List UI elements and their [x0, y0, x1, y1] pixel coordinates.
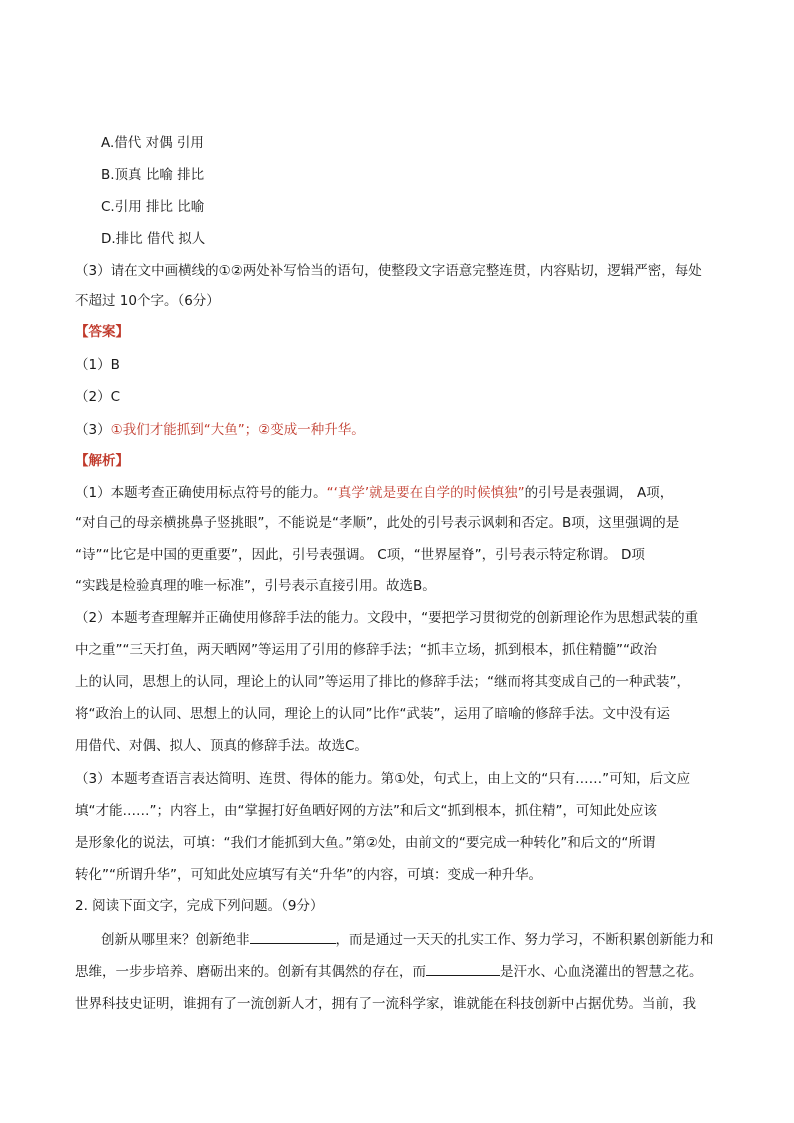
blank-2 [426, 963, 500, 976]
analysis-1-line-1 [75, 484, 673, 502]
answer-3-text: ①我们才能抓到“大鱼”；②变成一种升华。 [110, 422, 365, 438]
analysis-3-line-1: （3）本题考查语言表达简明、连贯、得体的能力。第①处，句式上，由上文的“只有……”可知，后文应 [75, 771, 691, 787]
analysis-2-line-3: 上的认同，思想上的认同，理论上的认同”等运用了排比的修辞手法；“继而将其变成自己的一种武装”， [75, 674, 690, 690]
answer-3-prefix: （3） [75, 422, 111, 438]
blank-1 [250, 931, 336, 944]
answer-2: （2）C [75, 389, 121, 405]
question-2-text-2a: 思维，一步步培养、磨砺出来的。创新有其偶然的存在，而 [75, 964, 426, 980]
answer-1: （1）B [75, 357, 120, 373]
analysis-heading: 【解析】 [75, 453, 129, 469]
analysis-1-text-b: 的引号是表强调， A项， [524, 485, 674, 501]
option-c: C.引用 排比 比喻 [101, 199, 205, 215]
option-d: D.排比 借代 拟人 [101, 231, 206, 247]
answer-3 [75, 421, 365, 439]
question-3-line-1: （3）请在文中画横线的①②两处补写恰当的语句，使整段文字语意完整连贯，内容贴切，逻辑严密，每处 [75, 263, 702, 279]
question-2-line-1 [101, 931, 714, 949]
analysis-2-line-5: 用借代、对偶、拟人、顶真的修辞手法。故选C。 [75, 738, 368, 754]
question-2-text-1b: ，而是通过一天天的扎实工作、努力学习，不断积累创新能力和 [335, 932, 714, 948]
analysis-3-line-3: 是形象化的说法，可填：“我们才能抓到大鱼。”第②处，由前文的“要完成一种转化”和后文的“所谓 [75, 835, 656, 851]
analysis-1-line-3: “诗”“比它是中国的更重要”，因此，引号表强调。 C项，“世界屋脊”，引号表示特定称谓。 D项 [75, 547, 645, 563]
analysis-1-line-4: “实践是检验真理的唯一标准”，引号表示直接引用。故选B。 [75, 578, 436, 594]
analysis-2-line-4: 将“政治上的认同、思想上的认同，理论上的认同”比作“武装”，运用了暗喻的修辞手法。文中没有运 [75, 706, 670, 722]
question-2-line-2 [75, 963, 703, 981]
option-a: A.借代 对偶 引用 [101, 135, 204, 151]
analysis-1-text-a: （1）本题考查正确使用标点符号的能力。 [75, 485, 327, 501]
analysis-1-quote: “‘真学’就是要在自学的时候慎独” [326, 485, 525, 501]
analysis-3-line-4: 转化”“所谓升华”，可知此处应填写有关“升华”的内容，可填：变成一种升华。 [75, 867, 542, 883]
analysis-2-line-2: 中之重”“三天打鱼，两天晒网”等运用了引用的修辞手法；“抓丰立场，抓到根本，抓住精髓”“政治 [75, 642, 657, 658]
question-2-line-3: 世界科技史证明，谁拥有了一流创新人才，拥有了一流科学家，谁就能在科技创新中占据优势。当前，我 [75, 996, 696, 1012]
question-2-title: 2. 阅读下面文字，完成下列问题。（9分） [75, 898, 324, 914]
question-2-text-2b: 是汗水、心血浇灌出的智慧之花。 [500, 964, 703, 980]
answer-heading: 【答案】 [75, 324, 129, 340]
question-3-line-2: 不超过 10个字。（6分） [75, 293, 220, 309]
analysis-3-line-2: 填“才能……”；内容上，由“掌握打好鱼晒好网的方法”和后文“抓到根本，抓住精”，可知此处应该 [75, 803, 657, 819]
analysis-1-line-2: “对自己的母亲横挑鼻子竖挑眼”，不能说是“孝顺”，此处的引号表示讽刺和否定。B项，这里强调的是 [75, 515, 680, 531]
option-b: B.顶真 比喻 排比 [101, 167, 205, 183]
question-2-text-1a: 创新从哪里来？创新绝非 [101, 932, 250, 948]
analysis-2-line-1: （2）本题考查理解并正确使用修辞手法的能力。文段中，“要把学习贯彻党的创新理论作为思想武装的重 [75, 610, 699, 626]
